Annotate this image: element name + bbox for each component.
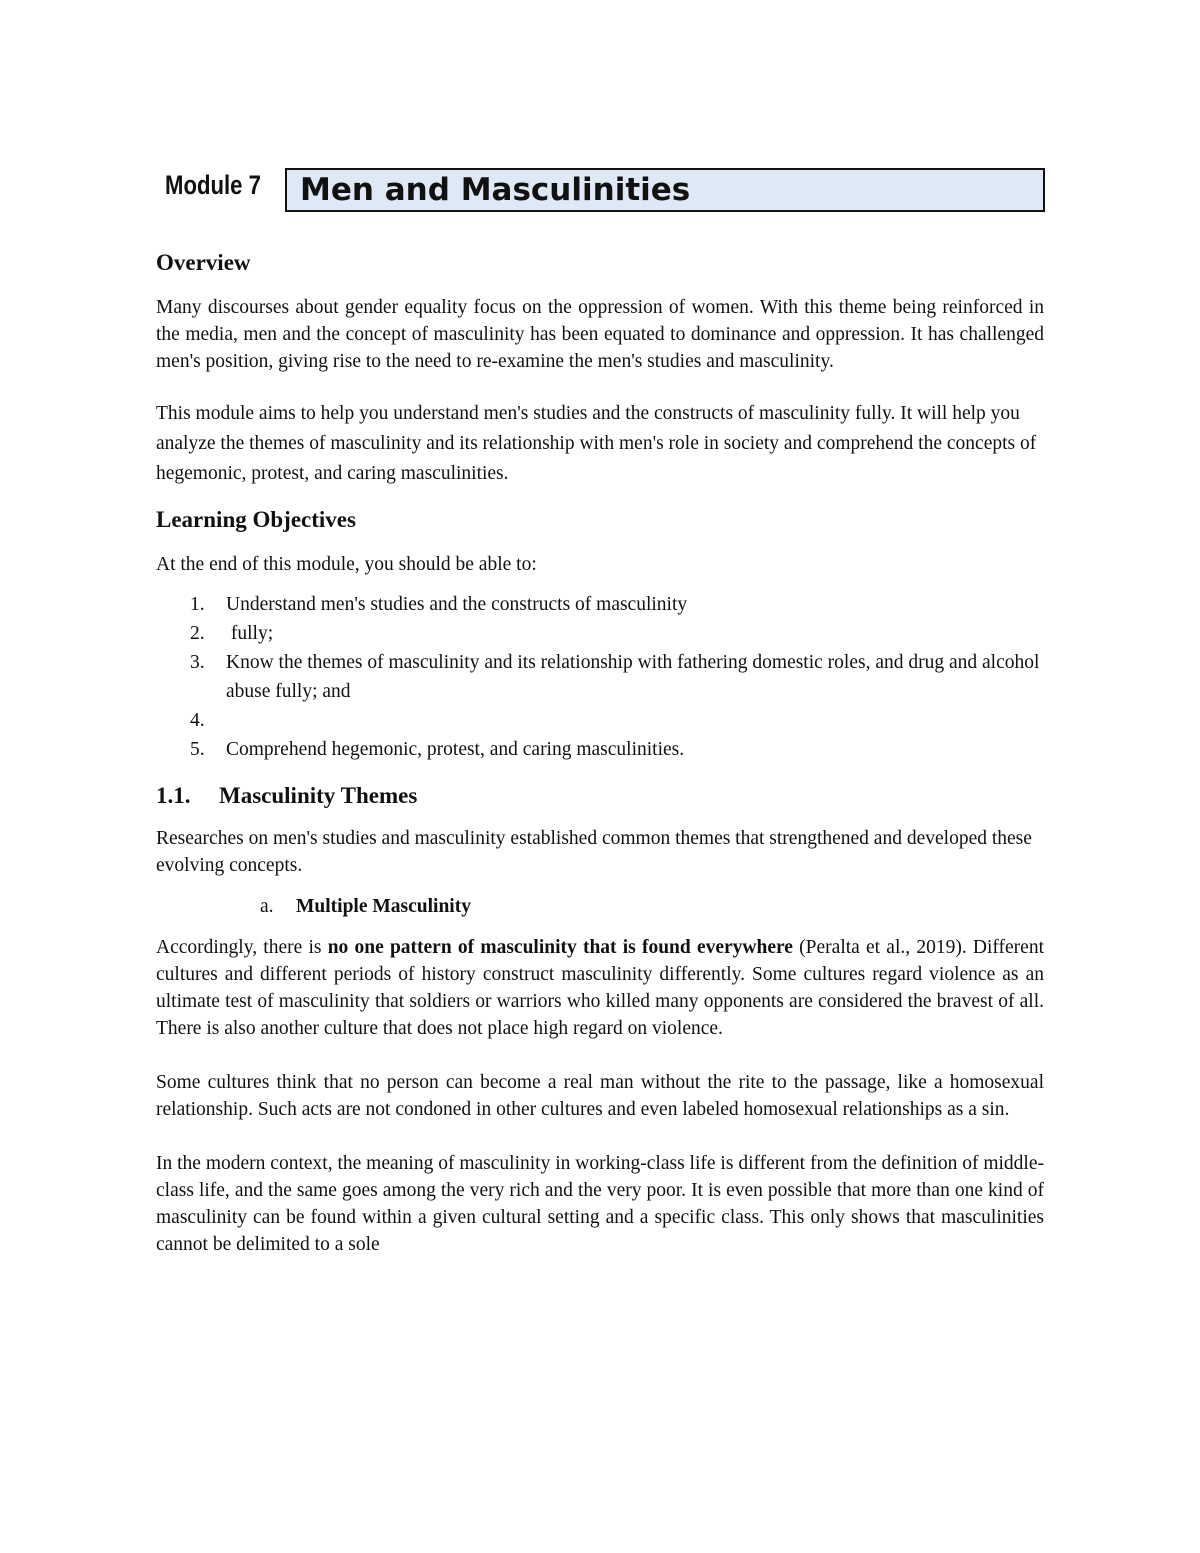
list-item-text: fully; [226,623,274,644]
document-body [156,246,1044,1258]
subsection-heading [156,893,1044,920]
list-item-number: 4. [190,710,205,731]
list-item [156,590,1044,619]
subsection-paragraph-2: Some cultures think that no person can become a real man without the rite to the passage, like a homosexual relationship. Such acts are not condoned in other cultures and even labeled homosexual relationships as a sin. [156,1072,1044,1120]
section-heading [156,779,1044,813]
list-item-number: 5. [190,739,205,760]
module-label: Module 7 [165,170,261,200]
list-item-text: Understand men's studies and the constructs of masculinity [226,594,688,615]
section-number: 1.1. [156,783,191,808]
subsection-paragraph-1 [156,934,1044,1042]
list-item-text: Know the themes of masculinity and its relationship with fathering domestic roles, and drug and alcohol abuse fully; and [226,652,1040,702]
overview-paragraph-2: This module aims to help you understand men's studies and the constructs of masculinity fully. It will help you analyze the themes of masculinity and its relationship with men's role in society and comprehend the concepts of hegemonic, protest, and caring masculinities. [156,403,1037,484]
list-item [156,735,1044,764]
list-item-number: 2. [190,623,205,644]
list-item-number: 3. [190,652,205,673]
list-item-text: Comprehend hegemonic, protest, and caring masculinities. [226,739,685,760]
module-title-box [285,168,1045,212]
list-item [156,706,1044,735]
section-intro: Researches on men's studies and masculinity established common themes that strengthened and developed these evolving concepts. [156,828,1032,876]
emphasis-text: no one pattern of masculinity that is found everywhere [327,937,793,958]
list-item-number: 1. [190,594,205,615]
section-title: Masculinity Themes [219,783,418,808]
objectives-intro: At the end of this module, you should be able to: [156,554,537,575]
list-item [156,648,1044,706]
module-title: Men and Masculinities [300,172,691,208]
paragraph-text: Accordingly, there is [156,937,328,958]
subsection-letter: a. [260,896,274,917]
list-item [156,619,1044,648]
subsection-paragraph-3: In the modern context, the meaning of masculinity in working-class life is different from the definition of middle-class life, and the same goes among the very rich and the very poor. It is even possible that more than one kind of masculinity can be found within a given cultural setting and a specific class. This only shows that masculinities cannot be delimited to a sole [156,1153,1044,1255]
overview-paragraph-1: Many discourses about gender equality focus on the oppression of women. With this theme being reinforced in the media, men and the concept of masculinity has been equated to dominance and oppression. It has challenged men's position, giving rise to the need to re-examine the men's studies and masculinity. [156,297,1044,372]
paragraph-text: (Peralta et al., 2019). Different cultures and different periods of history construct masculinity differently. Some cultures regard violence as an ultimate test of masculinity that soldiers or warriors who killed many opponents are considered the bravest of all. There is also another culture that does not place high regard on violence. [156,937,1045,1039]
objectives-list [156,590,1044,764]
subsection-title: Multiple Masculinity [296,896,471,917]
learning-objectives-heading: Learning Objectives [156,507,356,532]
overview-heading: Overview [156,250,251,275]
